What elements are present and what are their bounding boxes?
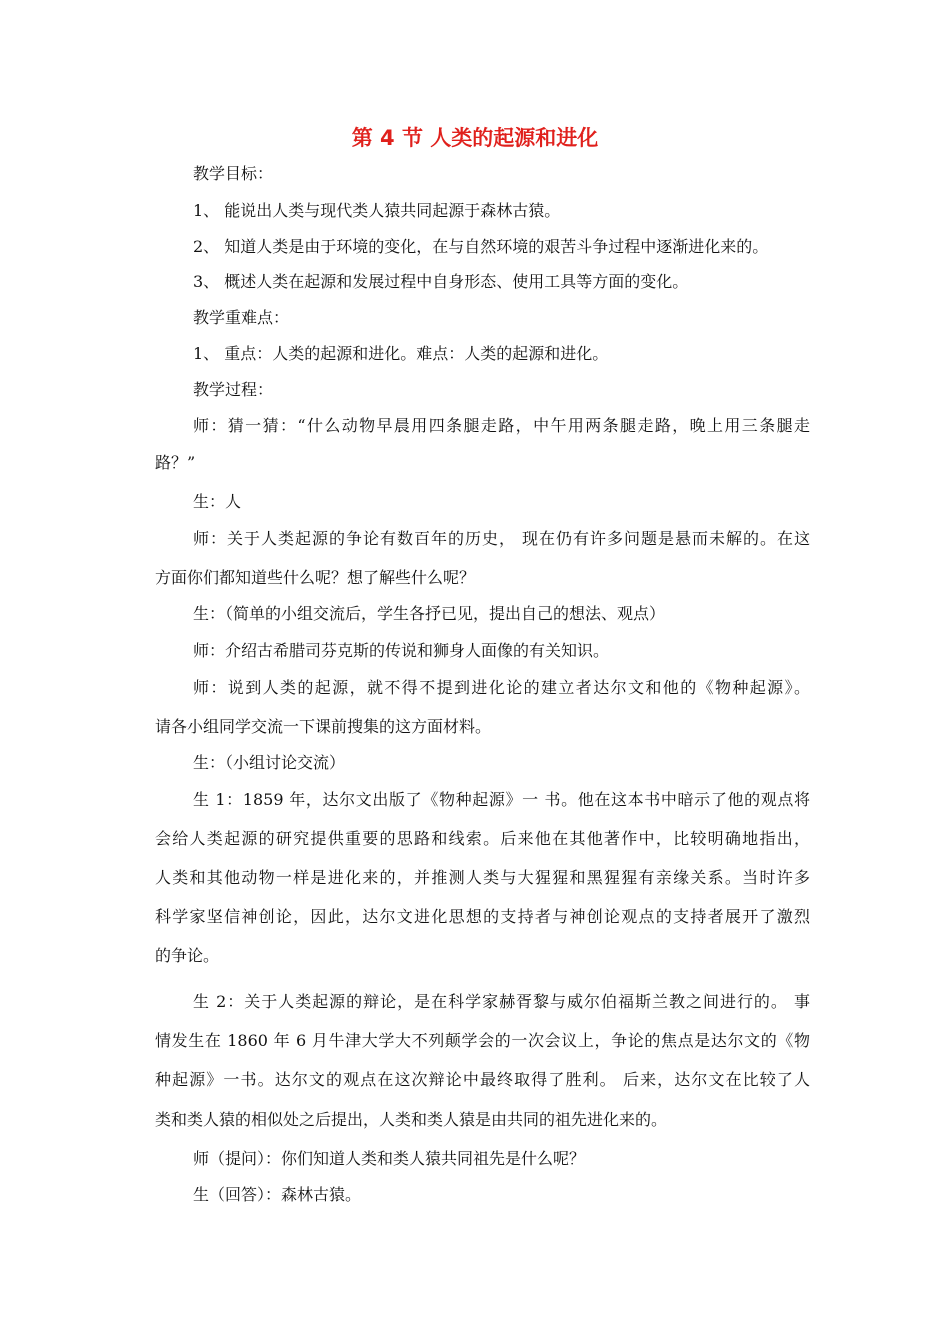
page-title: 第 4 节 人类的起源和进化 [351, 126, 599, 150]
section-heading-objectives: 教学目标： [193, 164, 274, 183]
paragraph-line: 师：关于人类起源的争论有数百年的历史， 现在仍有许多问题是悬而未解的。在这 [193, 529, 810, 548]
paragraph-line: 师：说到人类的起源，就不得不提到进化论的建立者达尔文和他的《物种起源》。 [193, 678, 810, 697]
paragraph-line: 师（提问）：你们知道人类和类人猿共同祖先是什么呢？ [193, 1149, 586, 1168]
paragraph-line: 方面你们都知道些什么呢？想了解些什么呢？ [155, 568, 476, 587]
paragraph-line: 的争论。 [155, 946, 220, 965]
paragraph-line: 种起源》一书。达尔文的观点在这次辩论中最终取得了胜利。 后来，达尔文在比较了人 [155, 1070, 810, 1089]
paragraph-line: 情发生在 1860 年 6 月牛津大学大不列颠学会的一次会议上，争论的焦点是达尔文的《物 [155, 1031, 810, 1050]
objective-3: 3、 概述人类在起源和发展过程中自身形态、使用工具等方面的变化。 [193, 272, 689, 291]
paragraph-line: 人类和其他动物一样是进化来的，并推测人类与大猩猩和黑猩猩有亲缘关系。当时许多 [155, 868, 810, 887]
paragraph-line: 生 2：关于人类起源的辩论，是在科学家赫胥黎与威尔伯福斯兰教之间进行的。 事 [193, 992, 810, 1011]
paragraph-line: 路？” [155, 453, 196, 472]
key-point-1: 1、 重点：人类的起源和进化。难点：人类的起源和进化。 [193, 344, 609, 363]
paragraph-line: 科学家坚信神创论，因此，达尔文进化思想的支持者与神创论观点的支持者展开了激烈 [155, 907, 810, 926]
paragraph-line: 师：介绍古希腊司芬克斯的传说和狮身人面像的有关知识。 [193, 641, 610, 660]
paragraph-line: 生：人 [193, 492, 242, 511]
paragraph-line: 请各小组同学交流一下课前搜集的这方面材料。 [155, 717, 492, 736]
section-heading-key-points: 教学重难点： [193, 308, 290, 327]
paragraph-line: 类和类人猿的相似处之后提出，人类和类人猿是由共同的祖先进化来的。 [155, 1110, 668, 1129]
paragraph-line: 生：（小组讨论交流） [193, 753, 346, 772]
paragraph-line: 会给人类起源的研究提供重要的思路和线索。后来他在其他著作中，比较明确地指出， [155, 829, 810, 848]
objective-2: 2、 知道人类是由于环境的变化，在与自然环境的艰苦斗争过程中逐渐进化来的。 [193, 237, 769, 256]
paragraph-line: 生 1：1859 年，达尔文出版了《物种起源》一 书。他在这本书中暗示了他的观点将 [193, 790, 810, 809]
paragraph-line: 生（回答）：森林古猿。 [193, 1185, 362, 1204]
section-heading-process: 教学过程： [193, 380, 274, 399]
paragraph-line: 生：（简单的小组交流后，学生各抒已见，提出自己的想法、观点） [193, 604, 666, 623]
paragraph-line: 师：猜一猜：“什么动物早晨用四条腿走路，中午用两条腿走路，晚上用三条腿走 [193, 416, 810, 435]
objective-1: 1、 能说出人类与现代类人猿共同起源于森林古猿。 [193, 201, 561, 220]
